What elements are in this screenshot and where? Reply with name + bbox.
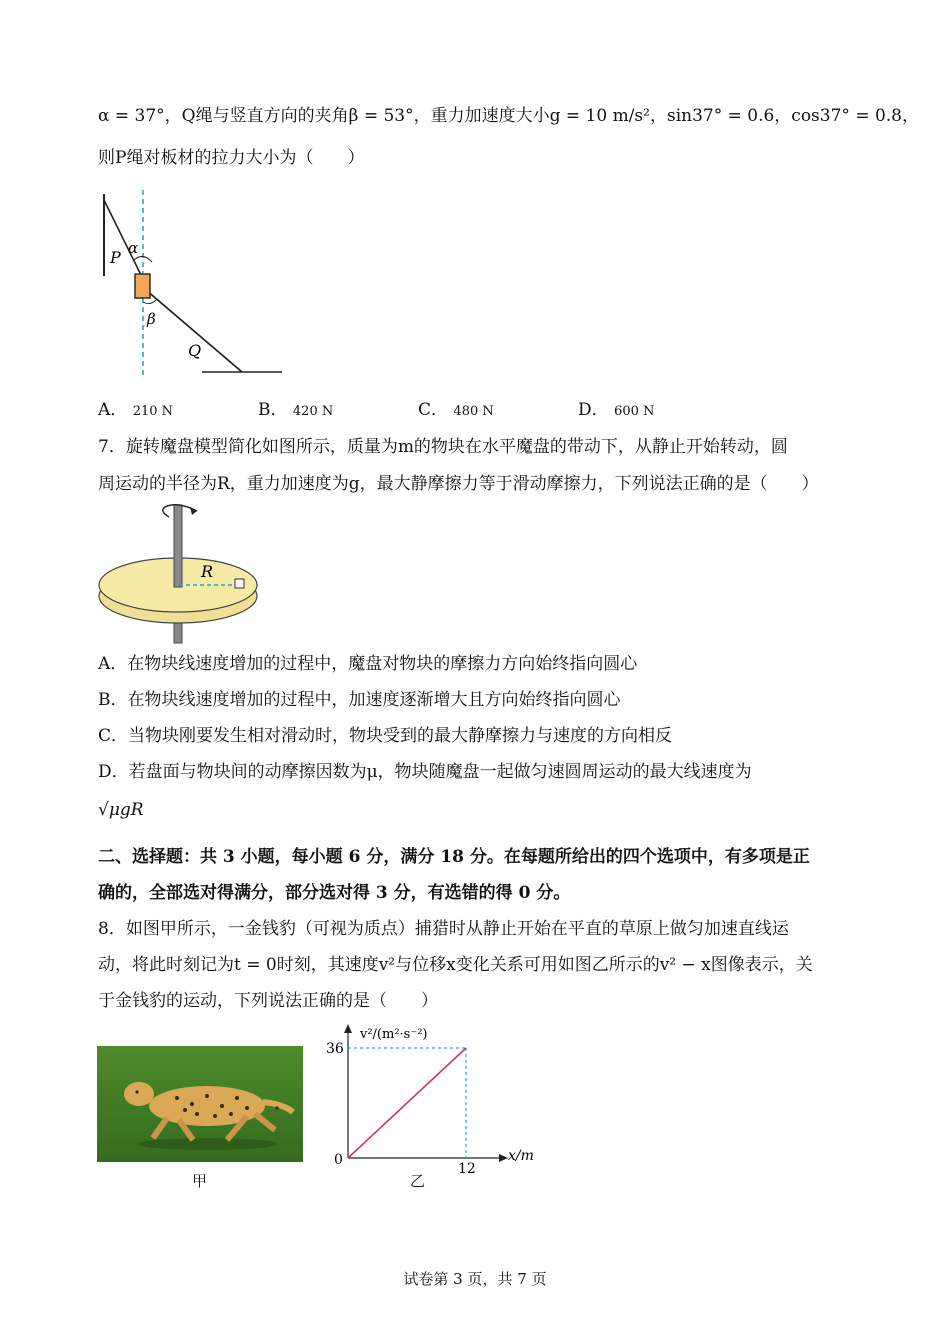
- arrowhead-icon: [190, 507, 197, 515]
- page-footer: 试卷第 3 页，共 7 页: [403, 1270, 547, 1288]
- q6-rope-diagram: [96, 190, 296, 390]
- y-axis-arrow-icon: [344, 1024, 352, 1033]
- q7-line-1: 7．旋转魔盘模型简化如图所示，质量为m的物块在水平魔盘的带动下，从静止开始转动，圆: [98, 437, 788, 457]
- q6-line-1: α = 37°，Q绳与竖直方向的夹角β = 53°，重力加速度大小g = 10 m/s²，sin37° = 0.6，cos37° = 0.8，: [98, 106, 919, 126]
- q7-line-2: 周运动的半径为R，重力加速度为g，最大静摩擦力等于滑动摩擦力，下列说法正确的是（ ）: [98, 474, 819, 494]
- option-text: 210 N: [132, 404, 174, 419]
- alpha-label: α: [128, 239, 139, 257]
- axle-top: [174, 505, 182, 587]
- q6-option-a[interactable]: [98, 398, 173, 424]
- option-letter: D．: [578, 400, 609, 420]
- option-text: 420 N: [292, 404, 334, 419]
- cheetah-photo: [97, 1046, 303, 1162]
- v2-x-chart: [322, 1024, 562, 1177]
- option-letter: C．: [418, 400, 449, 420]
- q7-sqrt-answer: √μgR: [98, 800, 144, 820]
- cheetah-icon: [97, 1046, 303, 1162]
- caption-right: 乙: [410, 1172, 426, 1190]
- q6-option-c[interactable]: [418, 398, 494, 424]
- q7-option-d[interactable]: D．若盘面与物块间的动摩擦因数为μ，物块随魔盘一起做匀速圆周运动的最大线速度为: [98, 762, 752, 782]
- q7-option-c[interactable]: C．当物块刚要发生相对滑动时，物块受到的最大静摩擦力与速度的方向相反: [98, 726, 673, 746]
- q8-line-1: 8．如图甲所示，一金钱豹（可视为质点）捕猎时从静止开始在平直的草原上做匀加速直线运: [98, 919, 789, 939]
- q6-option-d[interactable]: [578, 398, 654, 424]
- q7-rotating-disk: [99, 503, 269, 643]
- q-label: Q: [188, 341, 202, 360]
- section2-line-2: 确的，全部选对得满分，部分选对得 3 分，有选错的得 0 分。: [98, 883, 571, 903]
- q7-option-b[interactable]: B．在物块线速度增加的过程中，加速度逐渐增大且方向始终指向圆心: [98, 690, 621, 710]
- q8-line-2: 动，将此时刻记为t = 0时刻，其速度v²与位移x变化关系可用如图乙所示的v² − x图像表示，关: [98, 955, 813, 975]
- series-line: [348, 1048, 466, 1158]
- section2-line-1: 二、选择题：共 3 小题，每小题 6 分，满分 18 分。在每题所给出的四个选项中，有多项是正: [98, 847, 810, 867]
- p-label: P: [110, 248, 121, 267]
- q6-line-2: 则P绳对板材的拉力大小为（ ）: [98, 148, 365, 168]
- board-block: [135, 274, 150, 298]
- radius-label: R: [201, 562, 214, 581]
- option-text: 600 N: [614, 404, 655, 419]
- beta-arc: [143, 300, 156, 304]
- cheetah-shadow: [137, 1138, 277, 1150]
- block-cube: [235, 579, 244, 588]
- q6-option-b[interactable]: [258, 398, 333, 424]
- x-tick-label: 12: [458, 1161, 476, 1177]
- x-axis-arrow-icon: [499, 1154, 508, 1162]
- option-letter: A．: [98, 400, 128, 420]
- q8-line-3: 于金钱豹的运动，下列说法正确的是（ ）: [98, 991, 438, 1011]
- origin-label: 0: [334, 1152, 343, 1168]
- q7-option-a[interactable]: A．在物块线速度增加的过程中，魔盘对物块的摩擦力方向始终指向圆心: [98, 654, 638, 674]
- beta-label: β: [147, 310, 156, 328]
- y-tick-label: 36: [326, 1041, 344, 1057]
- option-letter: B．: [258, 400, 288, 420]
- caption-left: 甲: [192, 1172, 208, 1190]
- x-axis-label: x/m: [508, 1148, 534, 1164]
- y-axis-label: v²/(m²·s⁻²): [360, 1027, 428, 1042]
- option-text: 480 N: [453, 404, 494, 419]
- cheetah-head: [124, 1082, 154, 1106]
